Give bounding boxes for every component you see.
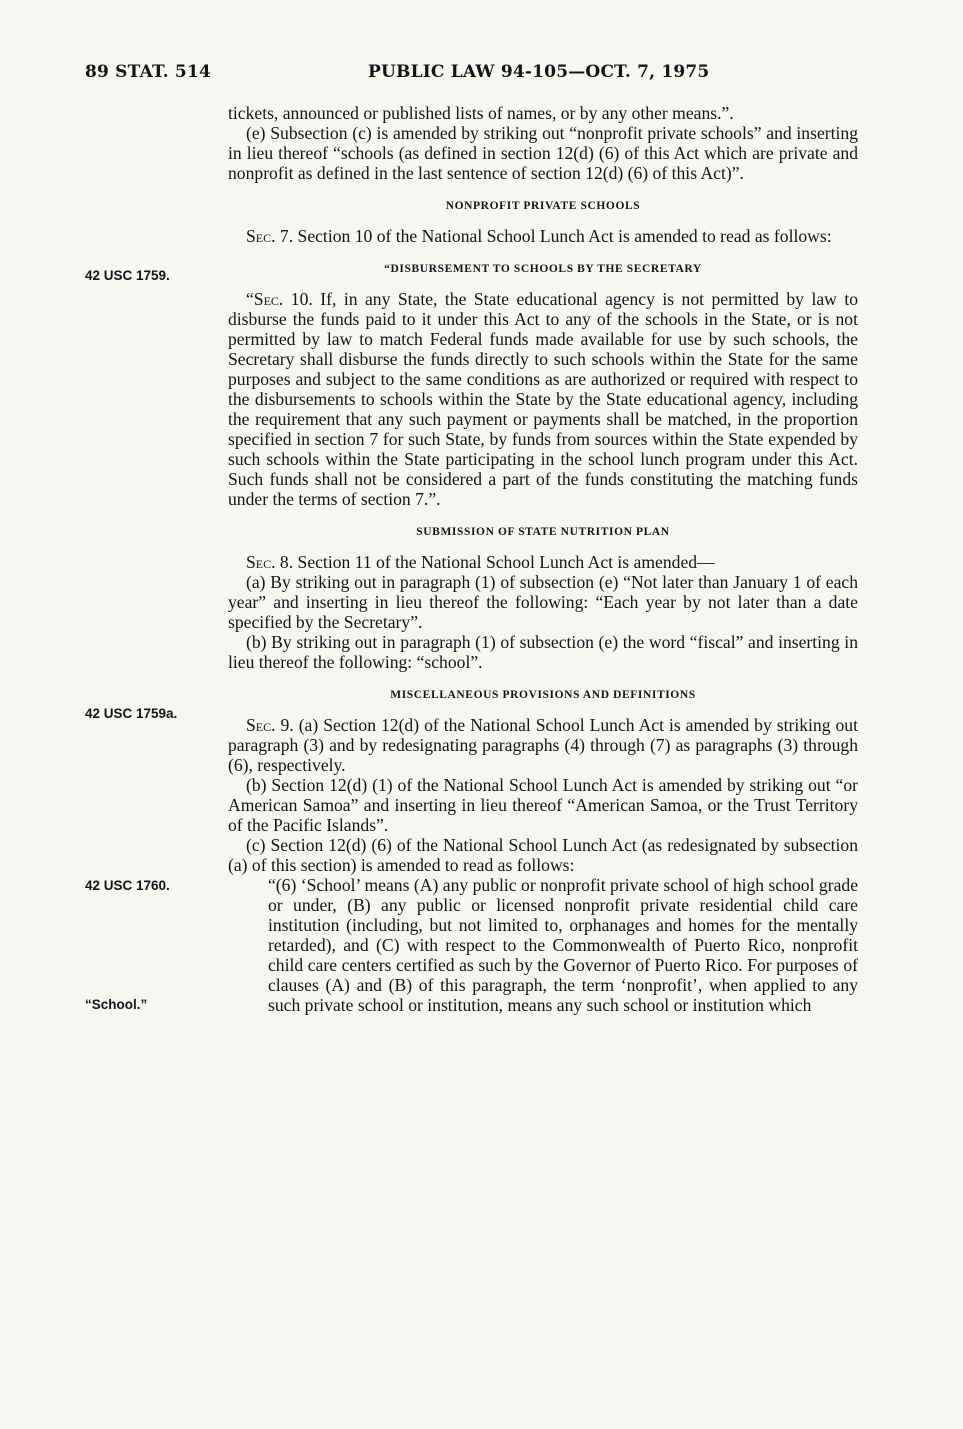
paragraph-subsection-e: (e) Subsection (c) is amended by striking out “nonprofit private schools” and inserting in lieu thereof “schools (as defined in section 12(d) (6) of this Act which are private and nonprofit as defined in the last sentence of section 12(d) (6) of this Act)”. [228, 123, 858, 183]
section-8-label: Sec. 8. [246, 552, 294, 572]
section-8-a: (a) By striking out in paragraph (1) of subsection (e) “Not later than January 1 of each year” and inserting in lieu thereof the following: “Each year by not later than a date specified by the Secretary”. [228, 572, 858, 632]
stat-reference: 89 STAT. 514 [85, 62, 212, 82]
margin-note-42-usc-1760: 42 USC 1760. [85, 878, 170, 893]
section-7 [228, 226, 858, 246]
page-header [0, 62, 963, 88]
section-8-b: (b) By striking out in paragraph (1) of subsection (e) the word “fiscal” and inserting in lieu thereof the following: “school”. [228, 632, 858, 672]
margin-note-42-usc-1759: 42 USC 1759. [85, 268, 170, 283]
margin-note-school: “School.” [85, 997, 148, 1012]
heading-nonprofit-private-schools: NONPROFIT PRIVATE SCHOOLS [445, 200, 641, 212]
section-10-label: “Sec. 10. [246, 289, 313, 309]
section-9-c-definition: “(6) ‘School’ means (A) any public or nonprofit private school of high school grade or under, (B) any public or licensed nonprofit private residential child care institution (including, but not limited to, orphanages and homes for the mentally retarded), and (C) with respect to the Commonwealth of Puerto Rico, nonprofit child care centers certified as such by the Governor of Puerto Rico. For purposes of clauses (A) and (B) of this paragraph, the term ‘nonprofit’, when applied to any such private school or institution, means any such school or institution which [268, 875, 858, 1015]
section-7-label: Sec. 7. [246, 226, 294, 246]
section-9-b: (b) Section 12(d) (1) of the National School Lunch Act is amended by striking out “or American Samoa” and inserting in lieu thereof “American Samoa, or the Trust Territory of the Pacific Islands”. [228, 775, 858, 835]
section-8 [228, 552, 858, 572]
heading-disbursement: “DISBURSEMENT TO SCHOOLS BY THE SECRETARY [384, 263, 702, 275]
section-9-a-text: (a) Section 12(d) of the National School Lunch Act is amended by striking out paragraph (3) and by redesignating paragraphs (4) through (7) as paragraphs (3) through (6), respectively. [228, 715, 858, 775]
section-9-label: Sec. 9. [246, 715, 294, 735]
page-title: PUBLIC LAW 94-105—OCT. 7, 1975 [368, 62, 710, 82]
body-text [228, 103, 858, 1015]
section-9-c: (c) Section 12(d) (6) of the National School Lunch Act (as redesignated by subsection (a) of this section) is amended to read as follows: [228, 835, 858, 875]
section-10-text: If, in any State, the State educational agency is not permitted by law to disburse the funds paid to it under this Act to any of the schools in the State, or is not permitted by law to match Federal funds made available for use by such schools, the Secretary shall disburse the funds directly to such schools within the State for the same purposes and subject to the same conditions as are authorized or required with respect to the disbursements to schools within the State by the State educational agency, including the requirement that any such payment or payments shall be matched, in the proportion specified in section 7 for such State, by funds from sources within the State expended by such schools within the State participating in the school lunch program under this Act. Such funds shall not be considered a part of the funds constituting the matching funds under the terms of section 7.”. [228, 289, 859, 509]
margin-note-42-usc-1759a: 42 USC 1759a. [85, 706, 178, 721]
section-8-text: Section 11 of the National School Lunch Act is amended— [297, 552, 715, 572]
section-7-text: Section 10 of the National School Lunch Act is amended to read as follows: [297, 226, 832, 246]
section-9-a [228, 715, 858, 775]
heading-miscellaneous: MISCELLANEOUS PROVISIONS AND DEFINITIONS [390, 689, 696, 701]
paragraph-tickets: tickets, announced or published lists of names, or by any other means.”. [228, 103, 734, 123]
heading-state-nutrition-plan: SUBMISSION OF STATE NUTRITION PLAN [416, 526, 670, 538]
section-10 [228, 289, 858, 509]
